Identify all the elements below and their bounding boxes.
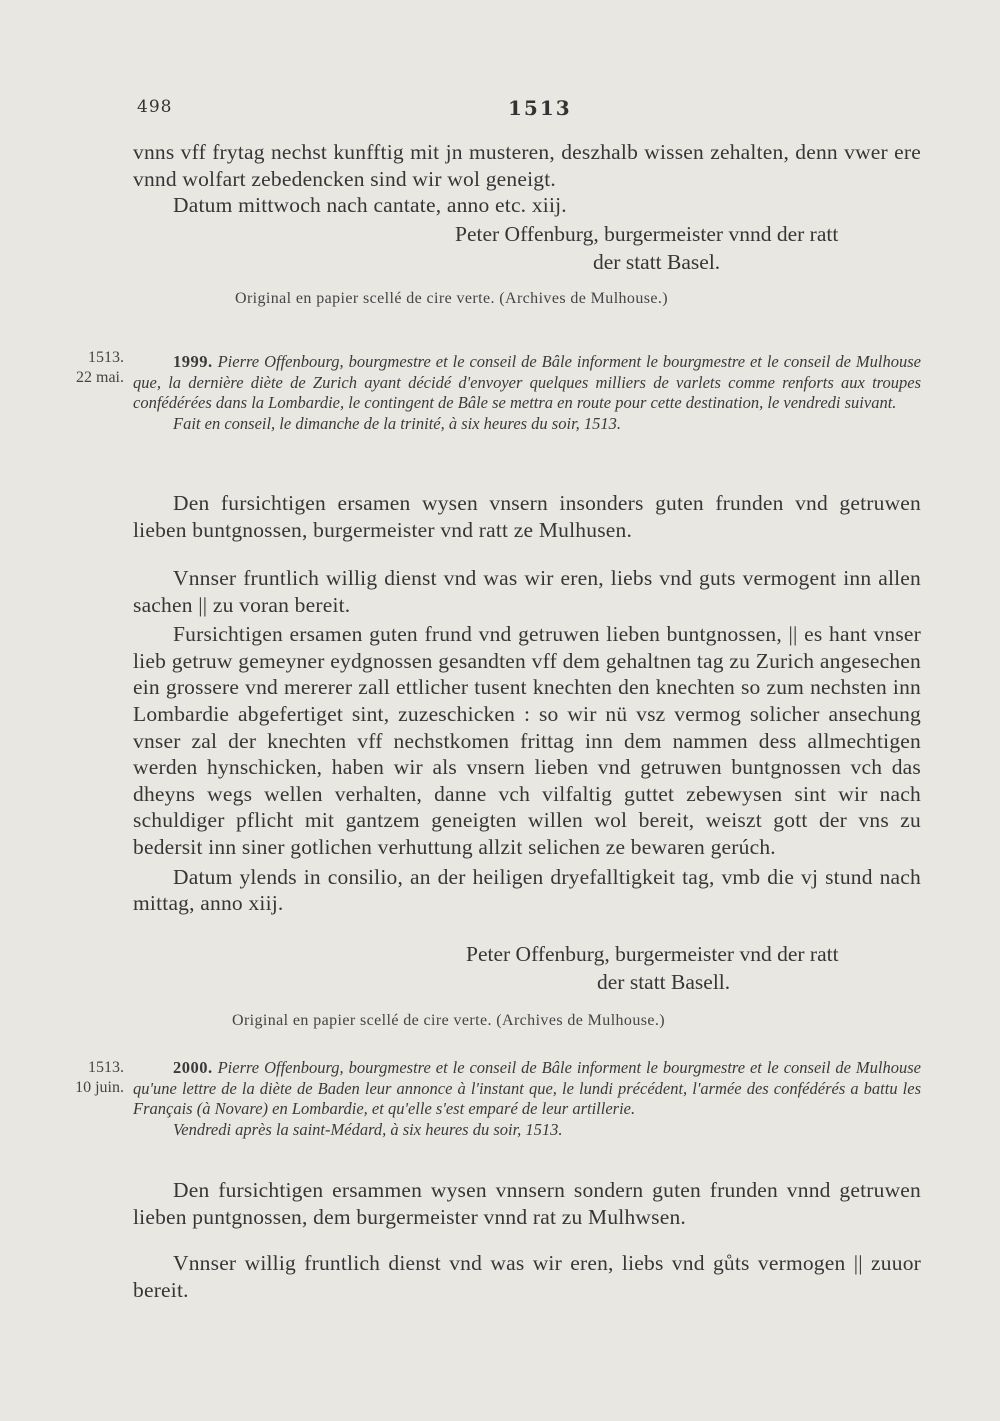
- doc1999-signature-line1: Peter Offenburg, burgermeister vnd der ratt: [466, 942, 839, 966]
- doc2000-summary-block: [133, 1058, 921, 1140]
- doc1999-number: 1999.: [173, 352, 213, 371]
- continuation-dateline: Datum mittwoch nach cantate, anno etc. xiij.: [173, 193, 567, 218]
- doc1999-dateline: Datum ylends in consilio, an der heiligen dryefalltigkeit tag, vmb die vj stund nach mittag, anno xiij.: [133, 864, 921, 916]
- doc1999-summary-block: [133, 352, 921, 434]
- previous-letter-continuation: [133, 139, 921, 219]
- running-year-header: 1513: [508, 96, 572, 120]
- doc1999-signature-line2: der statt Basell.: [597, 970, 731, 994]
- doc2000-summary-dateline: Vendredi après la saint-Médard, à six heures du soir, 1513.: [173, 1119, 563, 1139]
- continuation-signature-line2: der statt Basel.: [593, 250, 721, 274]
- doc1999-summary-text: Pierre Offenbourg, bourgmestre et le conseil de Bâle informent le bourgmestre et le conseil de Mulhouse que, la dernière diète de Zurich ayant décidé d'envoyer quelques milliers de varlets comme renforts aux troupes confédérées dans la Lombardie, le contingent de Bâle se mettra en route pour cette destination, le vendredi suivant.: [133, 352, 921, 412]
- doc1999-letter-body: [133, 565, 921, 917]
- doc2000-margin-day: 10 juin.: [75, 1079, 124, 1096]
- doc2000-address: Den fursichtigen ersammen wysen vnnsern sondern guten frunden vnnd getruwen lieben puntgnossen, dem burgermeister vnnd rat zu Mulhwsen.: [133, 1178, 921, 1229]
- page-number: 498: [137, 97, 173, 117]
- doc1999-margin-date: [50, 348, 124, 388]
- doc2000-letter-body: [133, 1250, 921, 1303]
- doc2000-summary: [133, 1058, 921, 1120]
- doc2000-address-block: [133, 1177, 921, 1230]
- doc1999-greeting: Vnnser fruntlich willig dienst vnd was wir eren, liebs vnd guts vermogent inn allen sachen || zu voran bereit.: [133, 566, 921, 617]
- doc2000-number: 2000.: [173, 1058, 213, 1077]
- doc1999-source-note: Original en papier scellé de cire verte. (Archives de Mulhouse.): [232, 1012, 665, 1029]
- doc1999-margin-day: 22 mai.: [76, 369, 124, 386]
- doc1999-summary-dateline: Fait en conseil, le dimanche de la trinité, à six heures du soir, 1513.: [173, 413, 622, 433]
- continuation-source-note: Original en papier scellé de cire verte. (Archives de Mulhouse.): [235, 290, 668, 307]
- doc1999-body: Fursichtigen ersamen guten frund vnd getruwen lieben buntgnossen, || es hant vnser lieb getruw gemeyner eydgnossen gesandten vff dem gehaltnen tag zu Zurich angesechen ein grossere vnd mererer zall ettlicher tusent knechten den knechten so zum nechsten inn Lombardie abgefertiget sint, zuzeschicken : so wir nü vsz vermog solicher ansechung vnser zal der knechten vff nechstkomen frittag inn dem nammen dess allmechtigen werden hynschicken, haben wir als vnsern lieben vnd getruwen buntgnossen vch das dheyns wegs wellen verhalten, danne vch vilfaltig guttet zebewysen sint wir nach schuldiger pflicht mit gantzem geneigten willen wol bereit, weiszt gott der vns zu bedersit inn siner gotlichen verhuttung allzit selichen ze bewaren gerúch.: [133, 622, 921, 859]
- doc2000-greeting: Vnnser willig fruntlich dienst vnd was wir eren, liebs vnd gůts vermogen || zuuor bereit.: [133, 1251, 921, 1302]
- doc2000-summary-text: Pierre Offenbourg, bourgmestre et le conseil de Bâle informent le bourgmestre et le conseil de Mulhouse qu'une lettre de la diète de Baden leur annonce à l'instant que, le lundi précédent, l'armée des confédérés a battu les Français (à Novare) en Lombardie, et qu'elle s'est emparé de leur artillerie.: [133, 1058, 921, 1118]
- continuation-signature-line1: Peter Offenburg, burgermeister vnnd der ratt: [455, 222, 839, 246]
- doc1999-address: Den fursichtigen ersamen wysen vnsern insonders guten frunden vnd getruwen lieben buntgnossen, burgermeister vnd ratt ze Mulhusen.: [133, 491, 921, 542]
- doc1999-margin-year: 1513.: [88, 349, 124, 366]
- doc2000-margin-date: [50, 1058, 124, 1098]
- continuation-text: vnns vff frytag nechst kunfftig mit jn musteren, deszhalb wissen zehalten, denn vwer ere vnnd wolfart zebedencken sind wir wol geneigt.: [133, 140, 921, 191]
- doc1999-address-block: [133, 490, 921, 543]
- doc2000-margin-year: 1513.: [88, 1059, 124, 1076]
- doc1999-summary: [133, 352, 921, 414]
